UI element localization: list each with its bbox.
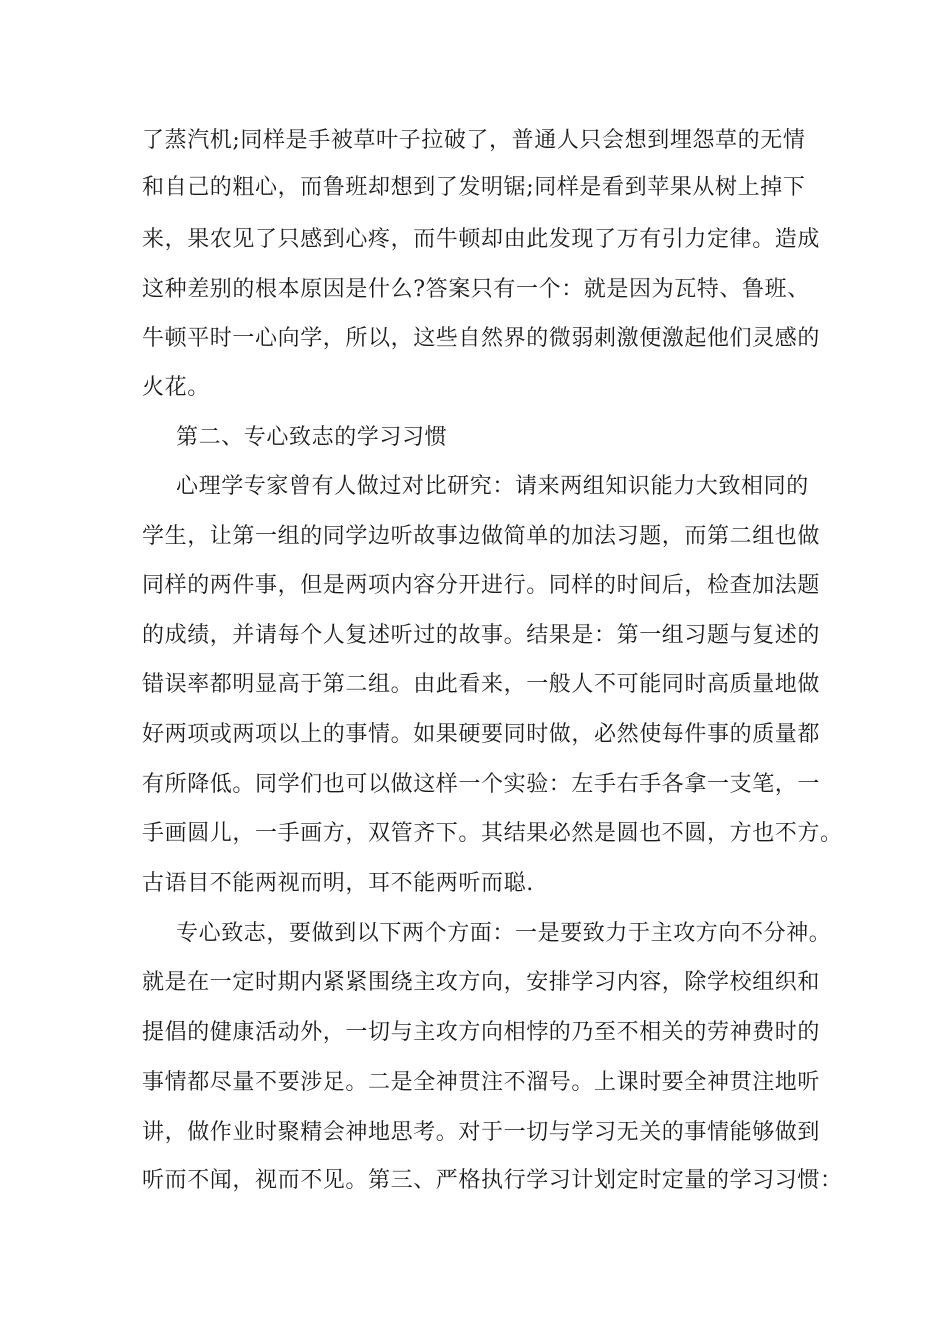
text-line: 火花。 (142, 375, 210, 400)
text-line: 听而不闻，视而不见。第三、严格执行学习计划定时定量的学习习惯： (142, 1168, 843, 1193)
text-line: 有所降低。同学们也可以做这样一个实验：左手右手各拿一支笔，一 (142, 772, 821, 797)
text-line: 专心致志，要做到以下两个方面：一是要致力于主攻方向不分神。 (176, 921, 832, 946)
text-line: 就是在一定时期内紧紧围绕主攻方向，安排学习内容，除学校组织和 (142, 970, 821, 995)
text-line: 手画圆儿，一手画方，双管齐下。其结果必然是圆也不圆，方也不方。 (142, 821, 843, 846)
text-line: 好两项或两项以上的事情。如果硬要同时做，必然使每件事的质量都 (142, 722, 821, 747)
text-line: 提倡的健康活动外，一切与主攻方向相悖的乃至不相关的劳神费时的 (142, 1020, 821, 1045)
text-line: 事情都尽量不要涉足。二是全神贯注不溜号。上课时要全神贯注地听 (142, 1070, 821, 1095)
text-line: 错误率都明显高于第二组。由此看来，一般人不可能同时高质量地做 (142, 672, 821, 697)
text-line: 牛顿平时一心向学，所以，这些自然界的微弱刺激便激起他们灵感的 (142, 326, 821, 351)
text-line: 这种差别的根本原因是什么?答案只有一个：就是因为瓦特、鲁班、 (142, 277, 810, 302)
section-heading: 第二、专心致志的学习习惯 (176, 425, 448, 450)
text-line: 同样的两件事，但是两项内容分开进行。同样的时间后，检查加法题 (142, 573, 821, 598)
text-line: 了蒸汽机;同样是手被草叶子拉破了，普通人只会想到埋怨草的无情 (142, 128, 806, 153)
text-line: 古语目不能两视而明，耳不能两听而聪. (142, 871, 534, 896)
text-line: 心理学专家曾有人做过对比研究：请来两组知识能力大致相同的 (176, 474, 809, 499)
text-line: 的成绩，并请每个人复述听过的故事。结果是：第一组习题与复述的 (142, 623, 821, 648)
text-line: 来，果农见了只感到心疼，而牛顿却由此发现了万有引力定律。造成 (142, 227, 821, 252)
text-line: 讲，做作业时聚精会神地思考。对于一切与学习无关的事情能够做到 (142, 1120, 821, 1145)
text-line: 学生，让第一组的同学边听故事边做简单的加法习题，而第二组也做 (142, 524, 821, 549)
text-line: 和自己的粗心，而鲁班却想到了发明锯;同样是看到苹果从树上掉下 (142, 175, 806, 200)
